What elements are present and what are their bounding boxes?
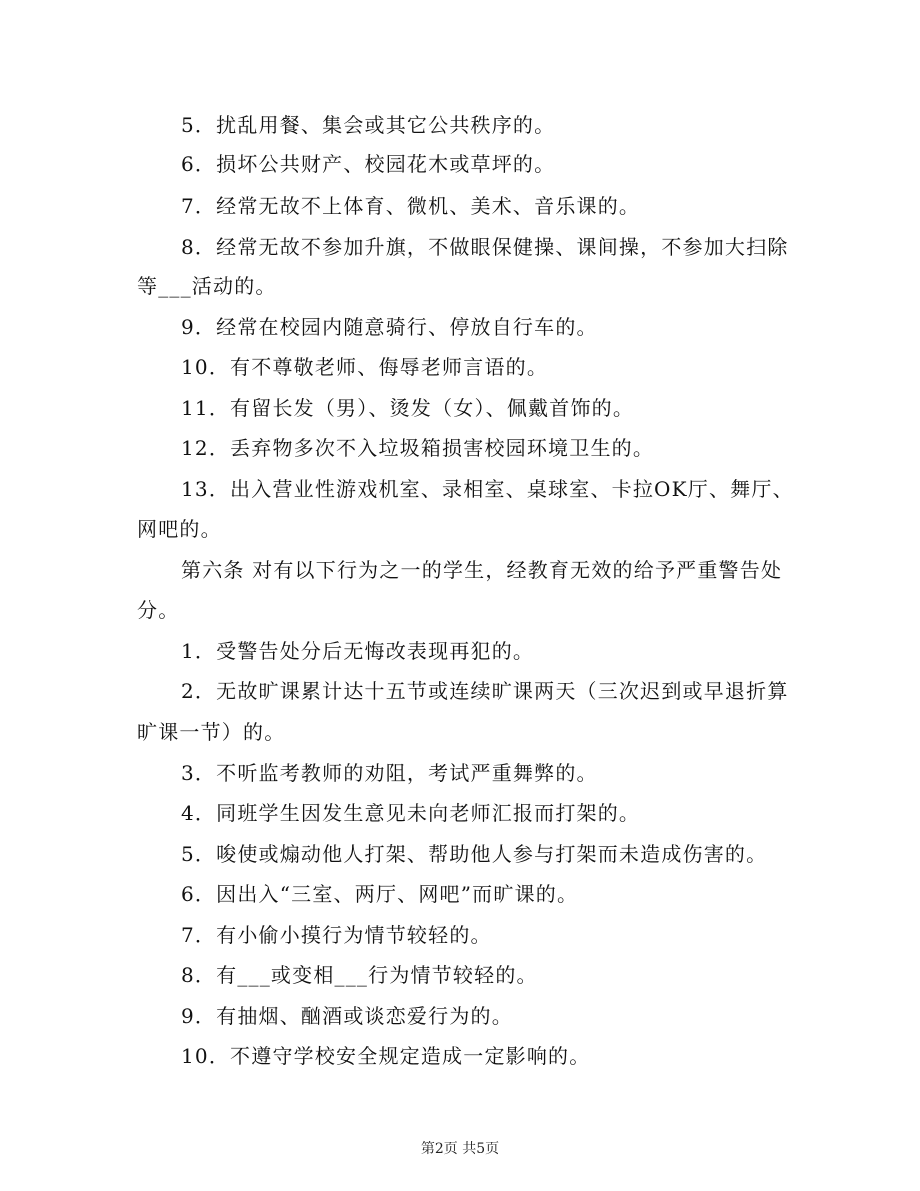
- text-line-item-12: 12．丢弃物多次不入垃圾箱损害校园环境卫生的。: [181, 436, 655, 460]
- text-line-item-13: 13．出入营业性游戏机室、录相室、桌球室、卡拉OK厅、舞厅、: [181, 477, 794, 501]
- text-line-item-6: 6．损坏公共财产、校园花木或草坪的。: [181, 152, 556, 176]
- text-line-item-7: 7．经常无故不上体育、微机、美术、音乐课的。: [181, 194, 641, 218]
- article-6-heading: 第六条 对有以下行为之一的学生，经教育无效的给予严重警告处: [181, 558, 783, 582]
- text-line-item-11: 11．有留长发（男）、烫发（女）、佩戴首饰的。: [181, 396, 635, 420]
- text-line-item-8: 8．经常无故不参加升旗，不做眼保健操、课间操，不参加大扫除: [181, 235, 789, 259]
- text-line-item-8-cont: 等___活动的。: [137, 274, 277, 298]
- text-line-a6-item-8: 8．有___或变相___行为情节较轻的。: [181, 963, 538, 987]
- text-line-a6-item-7: 7．有小偷小摸行为情节较轻的。: [181, 923, 492, 947]
- text-line-item-10: 10．有不尊敬老师、侮辱老师言语的。: [181, 355, 549, 379]
- text-line-a6-item-10: 10．不遵守学校安全规定造成一定影响的。: [181, 1044, 591, 1068]
- article-6-heading-cont: 分。: [137, 598, 180, 622]
- text-line-item-5: 5．扰乱用餐、集会或其它公共秩序的。: [181, 113, 556, 137]
- text-line-a6-item-9: 9．有抽烟、酗酒或谈恋爱行为的。: [181, 1004, 513, 1028]
- text-line-item-13-cont: 网吧的。: [137, 517, 222, 541]
- text-line-a6-item-5: 5．唆使或煽动他人打架、帮助他人参与打架而未造成伤害的。: [181, 842, 768, 866]
- text-line-a6-item-1: 1．受警告处分后无悔改表现再犯的。: [181, 639, 535, 663]
- text-line-a6-item-4: 4．同班学生因发生意见未向老师汇报而打架的。: [181, 801, 641, 825]
- text-line-item-9: 9．经常在校园内随意骑行、停放自行车的。: [181, 315, 598, 339]
- text-line-a6-item-6: 6．因出入“三室、两厅、网吧”而旷课的。: [181, 882, 579, 906]
- page-number-footer: 第2页 共5页: [420, 1141, 500, 1157]
- text-line-a6-item-3: 3．不听监考教师的劝阻，考试严重舞弊的。: [181, 761, 598, 785]
- text-line-a6-item-2-cont: 旷课一节）的。: [137, 720, 286, 744]
- text-line-a6-item-2: 2．无故旷课累计达十五节或连续旷课两天（三次迟到或早退折算: [181, 679, 789, 703]
